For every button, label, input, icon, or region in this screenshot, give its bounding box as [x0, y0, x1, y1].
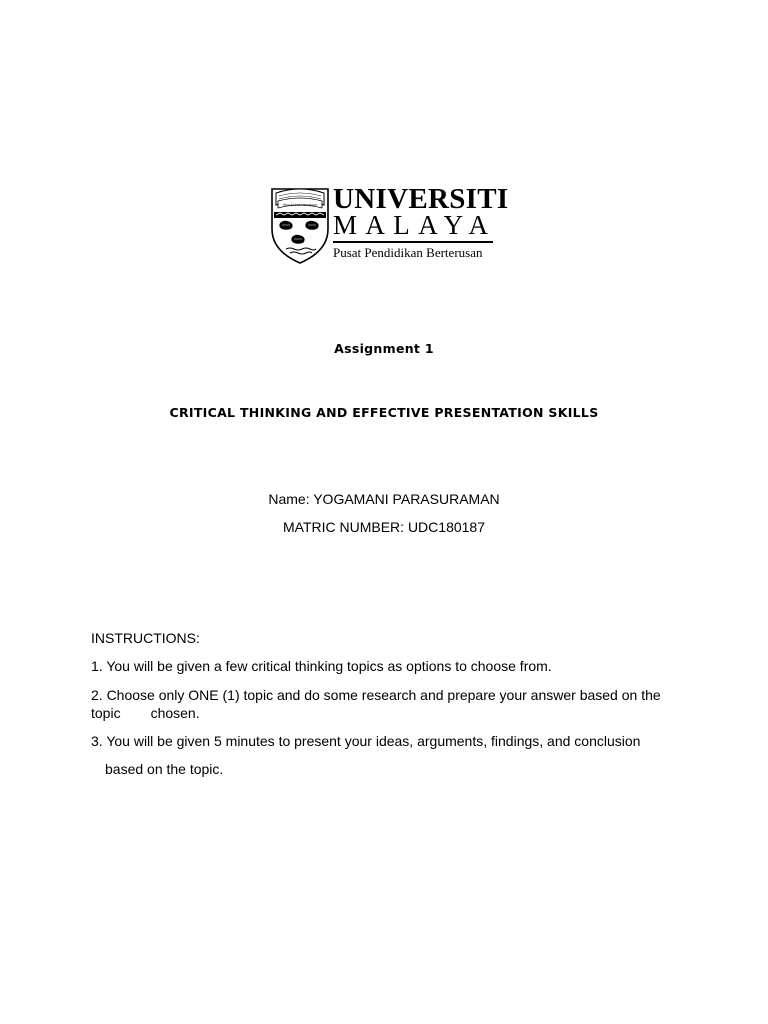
student-name: Name: YOGAMANI PARASURAMAN	[268, 491, 500, 507]
assignment-title: Assignment 1	[334, 341, 434, 356]
instruction-item-2-line-1: 2. Choose only ONE (1) topic and do some research and prepare your answer based on the	[91, 687, 661, 703]
university-centre: Pusat Pendidikan Berterusan	[333, 245, 483, 260]
instructions-heading: INSTRUCTIONS:	[91, 630, 200, 646]
instruction-item-2-word-chosen: chosen.	[150, 705, 200, 721]
logo-divider	[333, 241, 493, 243]
university-logo	[270, 183, 509, 265]
university-country: MALAYA	[333, 210, 497, 240]
crest-motto: ilmu punca kemajuan	[282, 203, 318, 207]
instruction-item-1: 1. You will be given a few critical thinking topics as options to choose from.	[91, 658, 552, 674]
course-title: CRITICAL THINKING AND EFFECTIVE PRESENTATION SKILLS	[169, 405, 599, 420]
university-crest-icon	[270, 185, 330, 265]
matric-number: MATRIC NUMBER: UDC180187	[282, 519, 485, 535]
instruction-item-2-word-topic: topic	[91, 705, 121, 721]
instruction-item-2-line-2	[91, 705, 200, 722]
instruction-item-3-line-2: based on the topic.	[105, 761, 224, 777]
instruction-item-3-line-1: 3. You will be given 5 minutes to present your ideas, arguments, findings, and conclusion	[91, 733, 641, 749]
university-name: UNIVERSITI	[333, 183, 509, 215]
